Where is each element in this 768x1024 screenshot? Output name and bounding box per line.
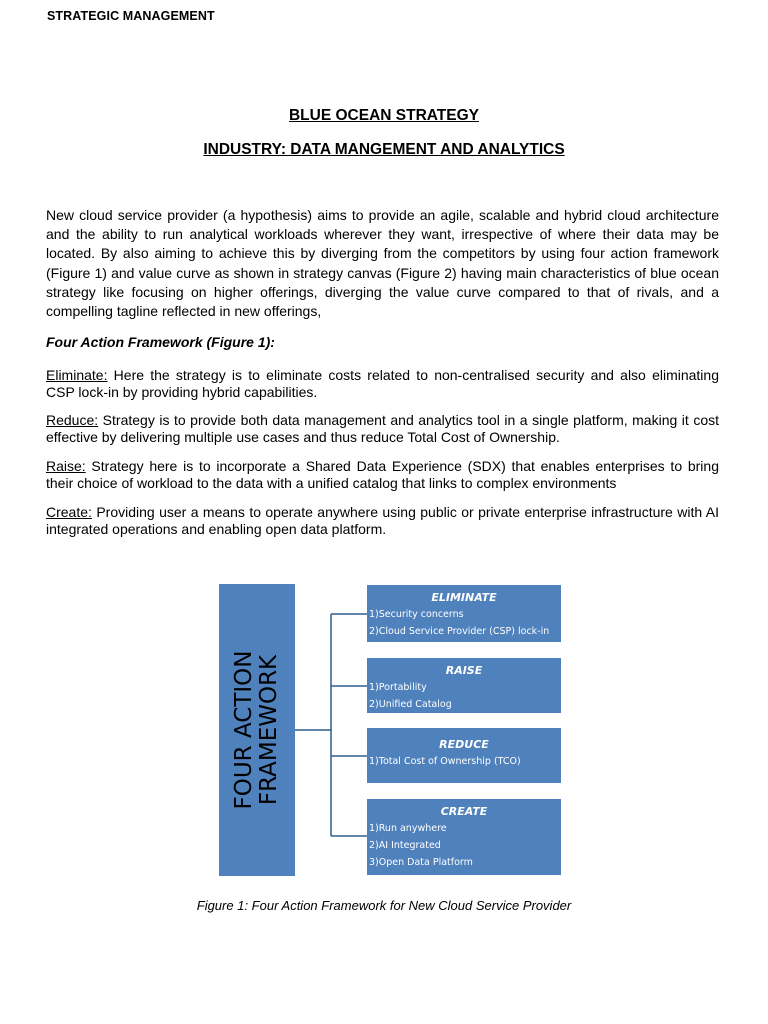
- box-item: 2)Unified Catalog: [369, 699, 452, 710]
- box-create: [367, 799, 561, 875]
- framework-center-line2: FRAMEWORK: [256, 654, 282, 806]
- box-item: 1)Total Cost of Ownership (TCO): [369, 756, 521, 767]
- four-action-diagram: [219, 584, 563, 878]
- action-label: Raise:: [46, 458, 86, 474]
- box-item: 1)Portability: [369, 682, 427, 693]
- action-raise: [46, 458, 719, 491]
- action-label: Reduce:: [46, 412, 99, 428]
- document-title: BLUE OCEAN STRATEGY: [288, 107, 480, 124]
- box-title: RAISE: [445, 664, 483, 677]
- header-label: STRATEGIC MANAGEMENT: [47, 9, 215, 23]
- action-create: [46, 504, 719, 537]
- box-item: 1)Security concerns: [369, 609, 464, 620]
- box-reduce: [367, 728, 561, 783]
- box-item: 2)AI Integrated: [369, 840, 441, 851]
- action-text: Strategy here is to incorporate a Shared Data Experience (SDX) that enables enterprises to bring their choice of workload to the data with a unified catalog that links to complex environments: [46, 458, 719, 491]
- box-item: 1)Run anywhere: [369, 823, 447, 834]
- framework-center-line1: FOUR ACTION: [231, 650, 257, 810]
- action-reduce: [46, 412, 719, 445]
- action-text: Here the strategy is to eliminate costs related to non-centralised security and also eliminating CSP lock-in by providing hybrid capabilities.: [46, 367, 719, 400]
- action-text: Providing user a means to operate anywhere using public or private enterprise infrastructure with AI integrated operations and enabling open data platform.: [46, 504, 719, 537]
- framework-heading: Four Action Framework (Figure 1):: [46, 334, 275, 350]
- document-subtitle: INDUSTRY: DATA MANGEMENT AND ANALYTICS: [203, 141, 565, 158]
- box-raise: [367, 658, 561, 713]
- box-item: 2)Cloud Service Provider (CSP) lock-in: [369, 626, 550, 637]
- action-label: Create:: [46, 504, 92, 520]
- action-eliminate: [46, 367, 719, 400]
- box-item: 3)Open Data Platform: [369, 857, 473, 868]
- intro-paragraph: New cloud service provider (a hypothesis) aims to provide an agile, scalable and hybrid cloud architecture and the ability to run analytical workloads wherever they want, irrespective of where their data may be located. By also aiming to achieve this by diverging from the competitors by using four action framework (Figure 1) and value curve as shown in strategy canvas (Figure 2) having main characteristics of blue ocean strategy like focusing on higher offerings, diverging the value curve compared to that of rivals, and a compelling tagline reflected in new offerings,: [46, 207, 719, 320]
- box-eliminate: [367, 585, 561, 642]
- action-label: Eliminate:: [46, 367, 108, 383]
- box-title: CREATE: [440, 805, 488, 818]
- box-title: ELIMINATE: [431, 591, 497, 604]
- diagram-connector: [219, 584, 369, 878]
- box-title: REDUCE: [439, 738, 489, 751]
- figure-caption: Figure 1: Four Action Framework for New Cloud Service Provider: [196, 898, 572, 913]
- action-text: Strategy is to provide both data management and analytics tool in a single platform, making it cost effective by delivering multiple use cases and thus reduce Total Cost of Ownership.: [46, 412, 719, 445]
